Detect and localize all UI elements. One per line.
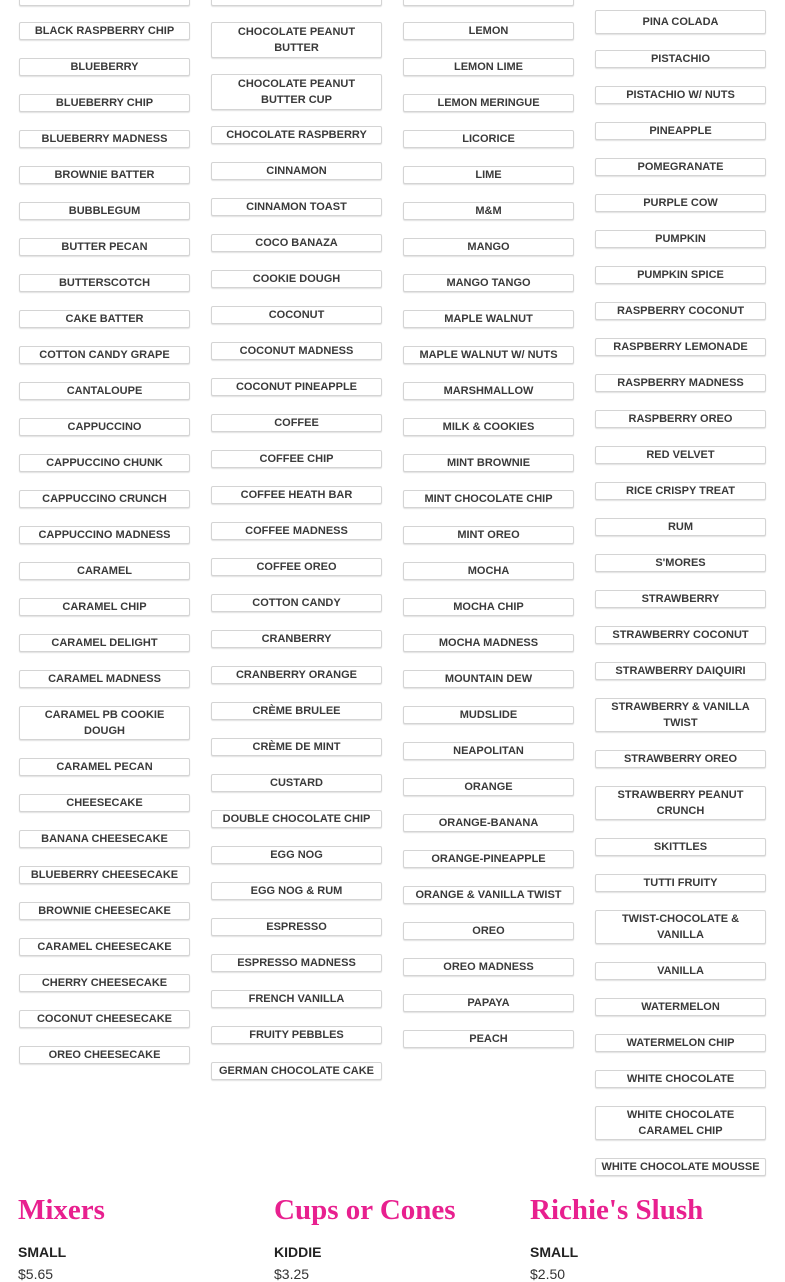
flavor-button[interactable]: STRAWBERRY & VANILLA TWIST — [595, 698, 766, 732]
flavor-button[interactable]: BROWNIE CHEESECAKE — [19, 902, 190, 920]
flavor-button[interactable]: S'MORES — [595, 554, 766, 572]
flavor-button[interactable]: BLUEBERRY CHEESECAKE — [19, 866, 190, 884]
flavor-button[interactable]: STRAWBERRY OREO — [595, 750, 766, 768]
flavor-button[interactable] — [403, 0, 574, 6]
flavor-button[interactable]: WHITE CHOCOLATE CARAMEL CHIP — [595, 1106, 766, 1140]
flavor-button[interactable]: CARAMEL — [19, 562, 190, 580]
flavor-button[interactable]: CHERRY CHEESECAKE — [19, 974, 190, 992]
flavor-button[interactable]: EGG NOG — [211, 846, 382, 864]
flavor-button[interactable]: BLUEBERRY CHIP — [19, 94, 190, 112]
price-value: $3.25 — [274, 1266, 310, 1282]
flavor-button[interactable]: OREO CHEESECAKE — [19, 1046, 190, 1064]
flavor-button[interactable]: EGG NOG & RUM — [211, 882, 382, 900]
flavor-button[interactable]: LIME — [403, 166, 574, 184]
flavor-button[interactable]: DOUBLE CHOCOLATE CHIP — [211, 810, 382, 828]
flavor-button[interactable]: BUTTER PECAN — [19, 238, 190, 256]
flavor-button[interactable]: RASPBERRY LEMONADE — [595, 338, 766, 356]
flavor-button[interactable]: BUTTERSCOTCH — [19, 274, 190, 292]
flavor-button[interactable]: MOCHA — [403, 562, 574, 580]
flavor-button[interactable]: FRENCH VANILLA — [211, 990, 382, 1008]
flavor-button[interactable]: STRAWBERRY PEANUT CRUNCH — [595, 786, 766, 820]
flavor-button[interactable]: RICE CRISPY TREAT — [595, 482, 766, 500]
flavor-button[interactable]: MARSHMALLOW — [403, 382, 574, 400]
flavor-button[interactable]: CRANBERRY — [211, 630, 382, 648]
cups-or-cones-section — [274, 1188, 514, 1282]
flavor-button[interactable]: SKITTLES — [595, 838, 766, 856]
flavor-button[interactable]: CAPPUCCINO CRUNCH — [19, 490, 190, 508]
flavor-button[interactable]: COCONUT — [211, 306, 382, 324]
flavor-button[interactable] — [211, 0, 382, 6]
flavor-button[interactable]: TUTTI FRUITY — [595, 874, 766, 892]
richies-slush-section — [530, 1188, 770, 1282]
mixers-section — [18, 1188, 258, 1282]
size-label: SMALL — [18, 1244, 67, 1260]
flavor-button[interactable]: BLACK RASPBERRY CHIP — [19, 22, 190, 40]
flavor-button[interactable]: COFFEE HEATH BAR — [211, 486, 382, 504]
flavor-button[interactable]: CHOCOLATE RASPBERRY — [211, 126, 382, 144]
flavor-button[interactable]: MINT BROWNIE — [403, 454, 574, 472]
flavor-button[interactable]: STRAWBERRY DAIQUIRI — [595, 662, 766, 680]
flavor-button[interactable]: BUBBLEGUM — [19, 202, 190, 220]
flavor-button[interactable]: CARAMEL PECAN — [19, 758, 190, 776]
flavor-button[interactable]: COTTON CANDY — [211, 594, 382, 612]
flavor-button[interactable]: LICORICE — [403, 130, 574, 148]
flavor-button[interactable]: PUMPKIN SPICE — [595, 266, 766, 284]
flavor-button[interactable]: PEACH — [403, 1030, 574, 1048]
flavor-button[interactable]: RASPBERRY OREO — [595, 410, 766, 428]
flavor-button[interactable]: RASPBERRY MADNESS — [595, 374, 766, 392]
flavor-button[interactable]: PISTACHIO — [595, 50, 766, 68]
flavor-button[interactable]: COCONUT PINEAPPLE — [211, 378, 382, 396]
flavor-button[interactable]: CHOCOLATE PEANUT BUTTER — [211, 22, 382, 58]
section-title: Mixers — [18, 1194, 105, 1226]
flavor-button[interactable]: CANTALOUPE — [19, 382, 190, 400]
flavor-button[interactable]: WATERMELON — [595, 998, 766, 1016]
flavor-button[interactable]: COTTON CANDY GRAPE — [19, 346, 190, 364]
flavor-button[interactable]: COFFEE CHIP — [211, 450, 382, 468]
section-title: Richie's Slush — [530, 1194, 704, 1226]
flavor-button[interactable]: CARAMEL CHIP — [19, 598, 190, 616]
flavor-button[interactable]: COFFEE — [211, 414, 382, 432]
flavor-button[interactable]: CARAMEL DELIGHT — [19, 634, 190, 652]
flavor-button[interactable]: CAPPUCCINO — [19, 418, 190, 436]
flavor-button[interactable]: LEMON MERINGUE — [403, 94, 574, 112]
flavor-button[interactable]: BROWNIE BATTER — [19, 166, 190, 184]
flavor-button[interactable]: VANILLA — [595, 962, 766, 980]
flavor-button[interactable]: MOCHA MADNESS — [403, 634, 574, 652]
flavor-button[interactable]: CRANBERRY ORANGE — [211, 666, 382, 684]
flavor-button[interactable]: CAKE BATTER — [19, 310, 190, 328]
flavor-button[interactable]: CAPPUCCINO CHUNK — [19, 454, 190, 472]
flavor-button[interactable]: MINT CHOCOLATE CHIP — [403, 490, 574, 508]
flavor-button[interactable]: CINNAMON TOAST — [211, 198, 382, 216]
flavor-button[interactable]: ORANGE & VANILLA TWIST — [403, 886, 574, 904]
flavor-button[interactable]: PINA COLADA — [595, 10, 766, 34]
flavor-button[interactable]: RASPBERRY COCONUT — [595, 302, 766, 320]
price-value: $2.50 — [530, 1266, 566, 1282]
flavor-button[interactable]: MANGO — [403, 238, 574, 256]
flavor-button[interactable]: CAPPUCCINO MADNESS — [19, 526, 190, 544]
flavor-button[interactable]: CHEESECAKE — [19, 794, 190, 812]
flavor-button[interactable]: PURPLE COW — [595, 194, 766, 212]
flavor-button[interactable]: CRÈME BRULEE — [211, 702, 382, 720]
flavor-button[interactable]: CRÈME DE MINT — [211, 738, 382, 756]
flavor-button[interactable]: CARAMEL PB COOKIE DOUGH — [19, 706, 190, 740]
size-label: KIDDIE — [274, 1244, 322, 1260]
flavor-button[interactable]: MANGO TANGO — [403, 274, 574, 292]
flavor-button[interactable]: CARAMEL CHEESECAKE — [19, 938, 190, 956]
flavor-button[interactable]: CHOCOLATE PEANUT BUTTER CUP — [211, 74, 382, 110]
flavor-button[interactable]: MOCHA CHIP — [403, 598, 574, 616]
flavor-button[interactable]: OREO — [403, 922, 574, 940]
flavor-button[interactable]: GERMAN CHOCOLATE CAKE — [211, 1062, 382, 1080]
flavor-button[interactable]: PINEAPPLE — [595, 122, 766, 140]
section-title: Cups or Cones — [274, 1194, 456, 1226]
flavor-button[interactable]: ESPRESSO — [211, 918, 382, 936]
flavor-button[interactable]: ORANGE-BANANA — [403, 814, 574, 832]
flavor-button[interactable]: COOKIE DOUGH — [211, 270, 382, 288]
flavor-button[interactable]: LEMON — [403, 22, 574, 40]
flavor-button[interactable]: LEMON LIME — [403, 58, 574, 76]
flavor-button[interactable]: OREO MADNESS — [403, 958, 574, 976]
flavor-button[interactable]: MAPLE WALNUT — [403, 310, 574, 328]
flavor-button[interactable]: STRAWBERRY — [595, 590, 766, 608]
flavor-button[interactable]: BLUEBERRY — [19, 58, 190, 76]
flavor-button[interactable]: CUSTARD — [211, 774, 382, 792]
flavor-button[interactable]: WHITE CHOCOLATE — [595, 1070, 766, 1088]
flavor-button[interactable]: PUMPKIN — [595, 230, 766, 248]
flavor-button[interactable]: NEAPOLITAN — [403, 742, 574, 760]
flavor-button[interactable]: COCO BANAZA — [211, 234, 382, 252]
flavor-button[interactable]: POMEGRANATE — [595, 158, 766, 176]
flavor-button[interactable]: PAPAYA — [403, 994, 574, 1012]
flavor-button[interactable]: COFFEE MADNESS — [211, 522, 382, 540]
flavor-button[interactable]: STRAWBERRY COCONUT — [595, 626, 766, 644]
flavor-button[interactable]: MINT OREO — [403, 526, 574, 544]
flavor-button[interactable]: FRUITY PEBBLES — [211, 1026, 382, 1044]
flavor-button[interactable]: MAPLE WALNUT W/ NUTS — [403, 346, 574, 364]
flavor-button[interactable]: COFFEE OREO — [211, 558, 382, 576]
flavor-button[interactable]: MUDSLIDE — [403, 706, 574, 724]
flavor-button[interactable] — [19, 0, 190, 6]
flavor-button[interactable]: COCONUT MADNESS — [211, 342, 382, 360]
flavor-button[interactable]: BLUEBERRY MADNESS — [19, 130, 190, 148]
flavor-button[interactable]: MILK & COOKIES — [403, 418, 574, 436]
flavor-button[interactable]: ORANGE — [403, 778, 574, 796]
size-label: SMALL — [530, 1244, 579, 1260]
flavor-button[interactable]: TWIST-CHOCOLATE & VANILLA — [595, 910, 766, 944]
flavor-button[interactable]: CINNAMON — [211, 162, 382, 180]
flavor-button[interactable]: RED VELVET — [595, 446, 766, 464]
flavor-button[interactable]: WHITE CHOCOLATE MOUSSE — [595, 1158, 766, 1176]
flavor-button[interactable]: BANANA CHEESECAKE — [19, 830, 190, 848]
flavor-button[interactable]: ESPRESSO MADNESS — [211, 954, 382, 972]
price-value: $5.65 — [18, 1266, 54, 1282]
flavor-button[interactable]: CARAMEL MADNESS — [19, 670, 190, 688]
flavor-button[interactable]: MOUNTAIN DEW — [403, 670, 574, 688]
flavor-button[interactable]: RUM — [595, 518, 766, 536]
flavor-button[interactable]: M&M — [403, 202, 574, 220]
flavor-button[interactable]: ORANGE-PINEAPPLE — [403, 850, 574, 868]
flavor-button[interactable]: COCONUT CHEESECAKE — [19, 1010, 190, 1028]
flavor-button[interactable]: PISTACHIO W/ NUTS — [595, 86, 766, 104]
flavor-button[interactable]: WATERMELON CHIP — [595, 1034, 766, 1052]
